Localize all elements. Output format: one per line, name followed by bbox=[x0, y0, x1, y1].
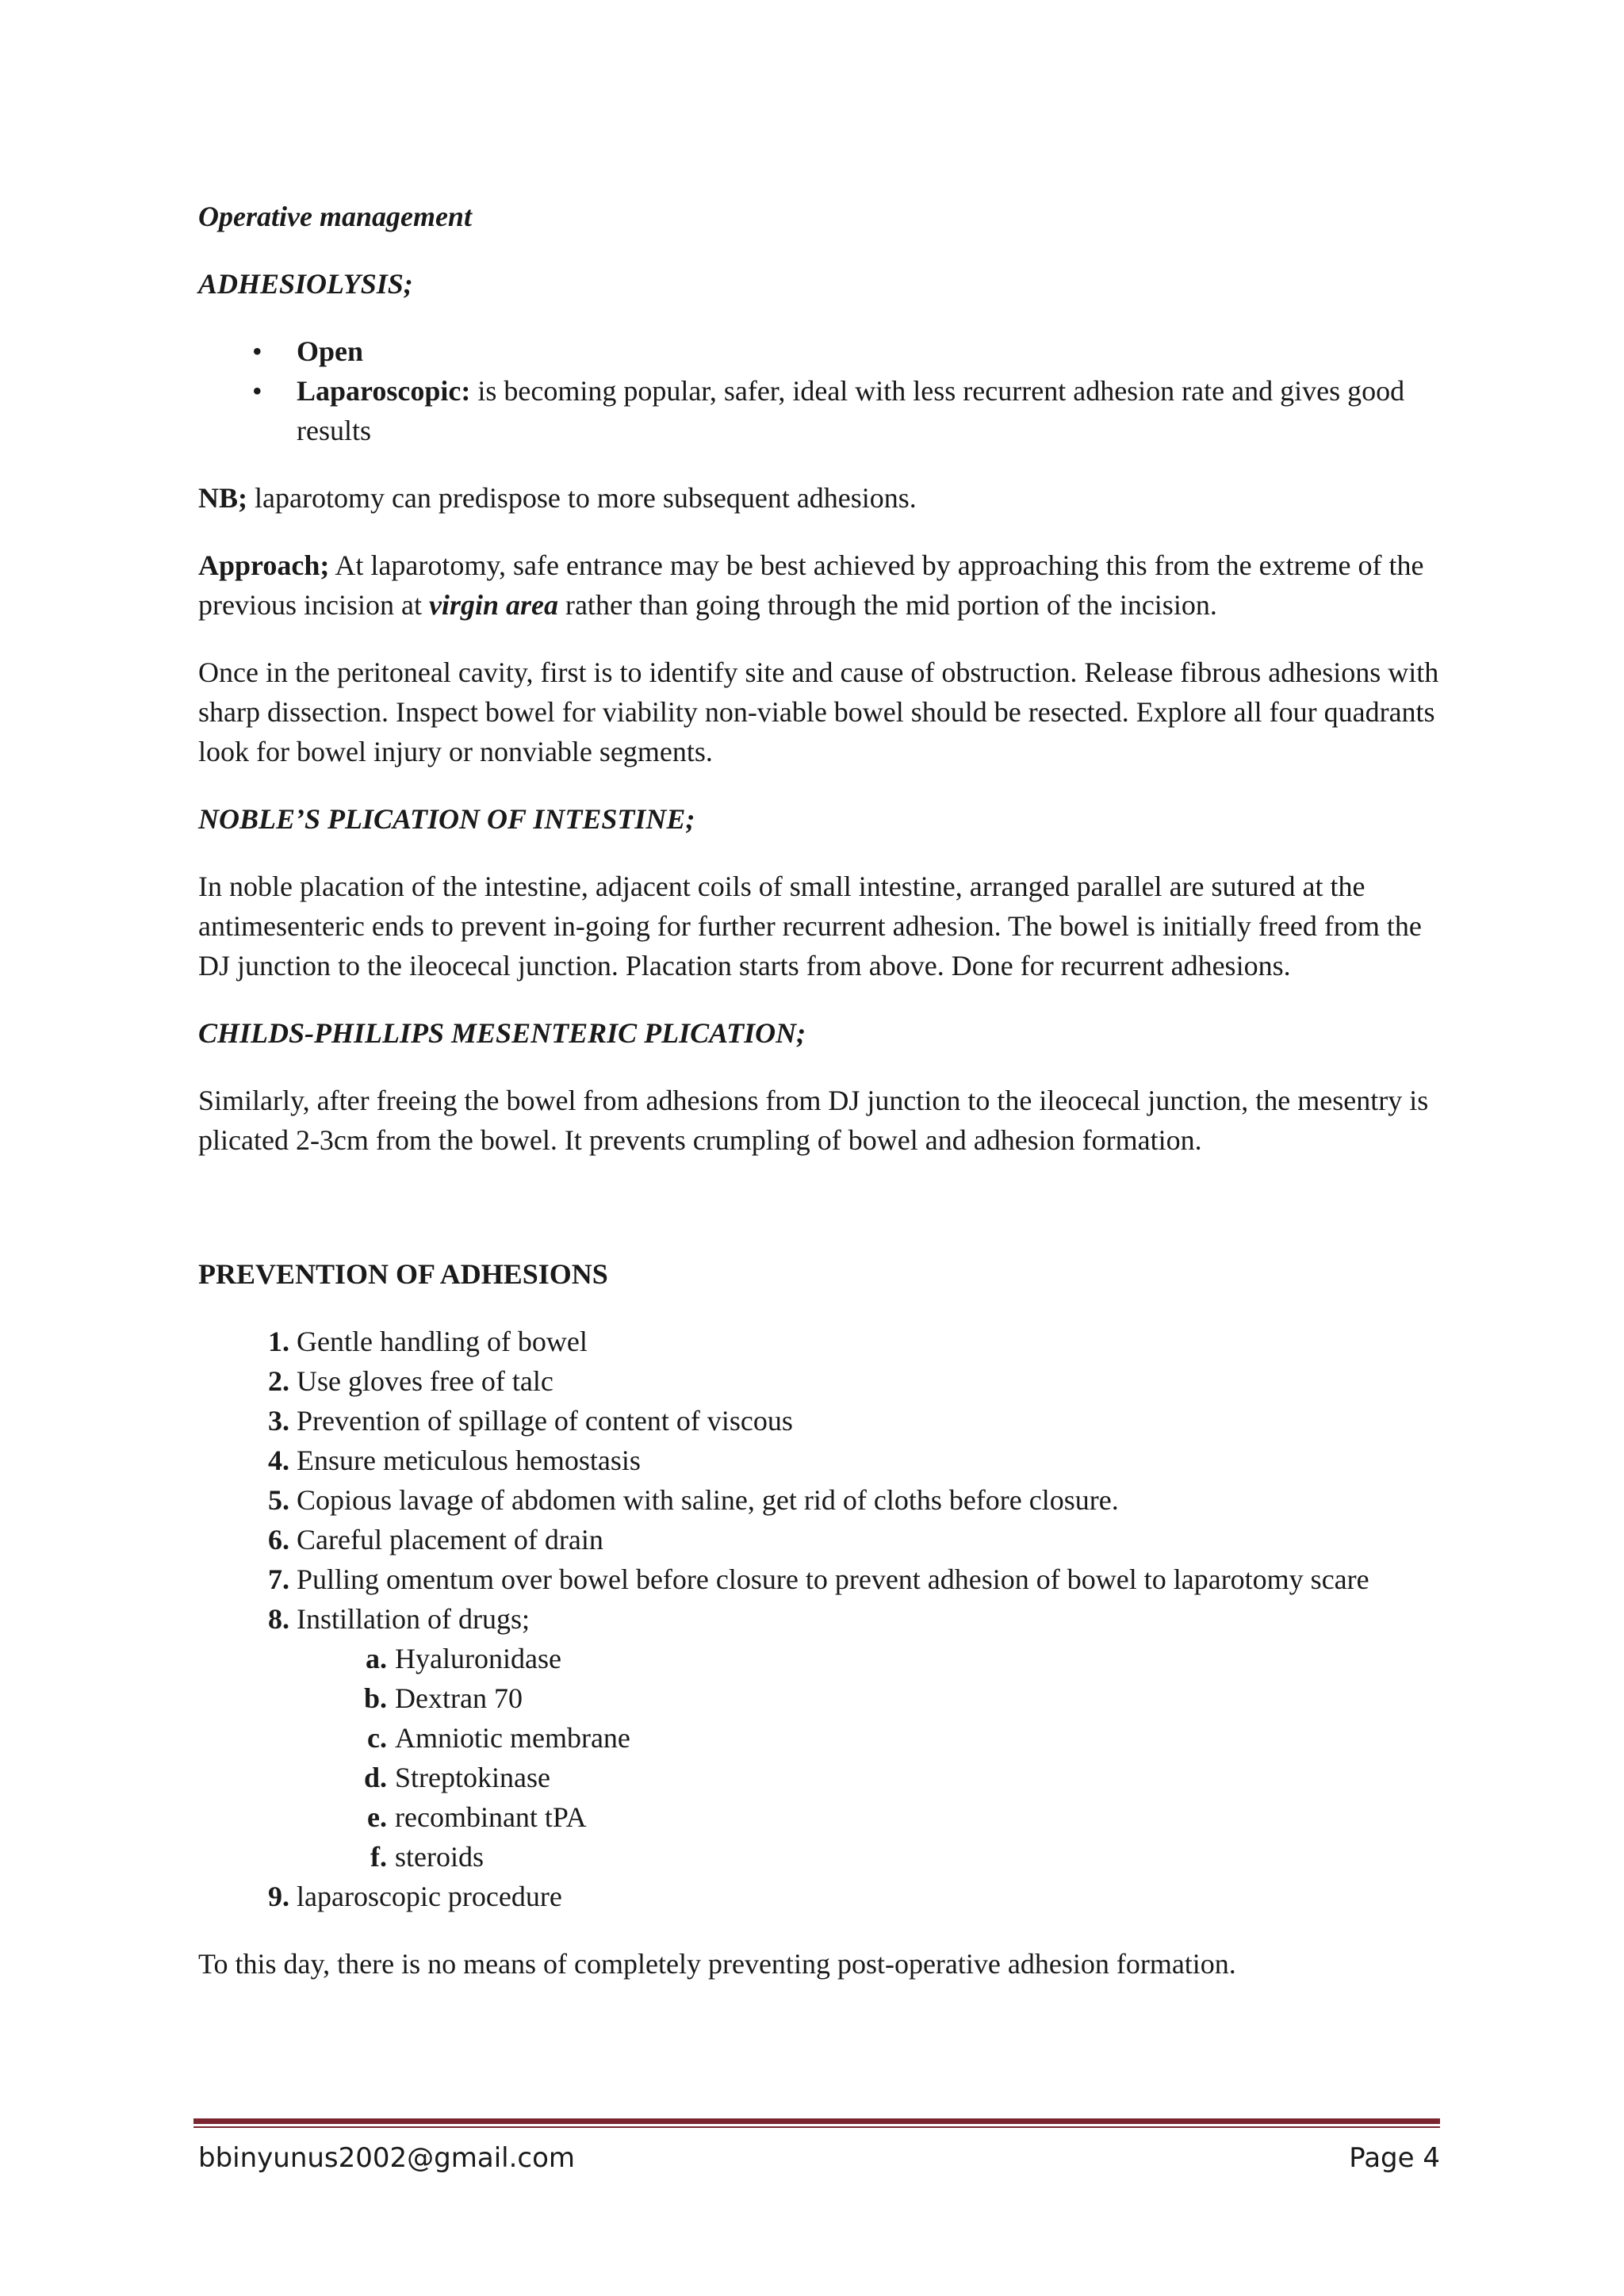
list-item: • Open bbox=[198, 331, 1451, 371]
list-item: d. Streptokinase bbox=[363, 1762, 550, 1793]
footer-divider bbox=[193, 2118, 1440, 2128]
bullet-icon: • bbox=[252, 335, 262, 367]
nb-paragraph: NB; laparotomy can predispose to more subsequent adhesions. bbox=[198, 482, 917, 514]
list-item: b. Dextran 70 bbox=[363, 1682, 523, 1714]
list-item: 6. Careful placement of drain bbox=[268, 1524, 603, 1556]
approach-paragraph: Approach; At laparotomy, safe entrance may be best achieved by approaching this from the extreme of the previous incision at virgin area rather than going through the mid portion of the incision. bbox=[198, 549, 1424, 621]
list-item: 8. Instillation of drugs; bbox=[268, 1603, 530, 1635]
adhesiolysis-bullets bbox=[198, 331, 1451, 450]
list-item: 9. laparoscopic procedure bbox=[268, 1881, 562, 1912]
bullet-icon: • bbox=[252, 375, 262, 407]
list-item: 3. Prevention of spillage of content of viscous bbox=[268, 1405, 793, 1437]
list-item: 1. Gentle handling of bowel bbox=[268, 1326, 588, 1357]
prevention-list-continued bbox=[198, 1877, 1451, 1916]
prevention-heading: PREVENTION OF ADHESIONS bbox=[198, 1258, 608, 1290]
list-item: f. steroids bbox=[370, 1841, 484, 1873]
childs-paragraph: Similarly, after freeing the bowel from adhesions from DJ junction to the ileocecal junction, the mesentry is plicated 2-3cm from the bowel. It prevents crumpling of bowel and adhesion formation. bbox=[198, 1085, 1429, 1156]
list-item: c. Amniotic membrane bbox=[367, 1722, 630, 1754]
list-item: a. Hyaluronidase bbox=[366, 1643, 561, 1674]
page-number: Page 4 bbox=[1349, 2142, 1440, 2174]
page-footer bbox=[198, 2141, 1440, 2175]
list-item: 2. Use gloves free of talc bbox=[268, 1365, 553, 1397]
list-item: 4. Ensure meticulous hemostasis bbox=[268, 1445, 641, 1476]
list-item: 5. Copious lavage of abdomen with saline, get rid of cloths before closure. bbox=[268, 1484, 1119, 1516]
cavity-paragraph: Once in the peritoneal cavity, first is to identify site and cause of obstruction. Release fibrous adhesions with sharp dissection. Inspect bowel for viability non-viable bowel should be resected. Explore all four quadrants look for bowel injury or nonviable segments. bbox=[198, 656, 1439, 767]
section-title: Operative management bbox=[198, 201, 472, 232]
conclusion-paragraph: To this day, there is no means of completely preventing post-operative adhesion formation. bbox=[198, 1948, 1236, 1980]
drugs-list bbox=[198, 1639, 1451, 1877]
list-item: • Laparoscopic: is becoming popular, safer, ideal with less recurrent adhesion rate and gives good results bbox=[198, 371, 1451, 450]
prevention-list bbox=[198, 1322, 1451, 1639]
noble-paragraph: In noble placation of the intestine, adjacent coils of small intestine, arranged parallel are sutured at the antimesenteric ends to prevent in-going for further recurrent adhesion. The bowel is initially freed from the DJ junction to the ileocecal junction. Placation starts from above. Done for recurrent adhesions. bbox=[198, 871, 1422, 982]
list-item: 7. Pulling omentum over bowel before closure to prevent adhesion of bowel to laparotomy scare bbox=[268, 1563, 1369, 1595]
adhesiolysis-heading: ADHESIOLYSIS; bbox=[198, 268, 413, 300]
noble-heading: NOBLE’S PLICATION OF INTESTINE; bbox=[198, 803, 695, 835]
footer-email: bbinyunus2002@gmail.com bbox=[198, 2142, 576, 2174]
page-content bbox=[198, 197, 1451, 1984]
list-item: e. recombinant tPA bbox=[367, 1801, 587, 1833]
childs-heading: CHILDS-PHILLIPS MESENTERIC PLICATION; bbox=[198, 1017, 806, 1049]
